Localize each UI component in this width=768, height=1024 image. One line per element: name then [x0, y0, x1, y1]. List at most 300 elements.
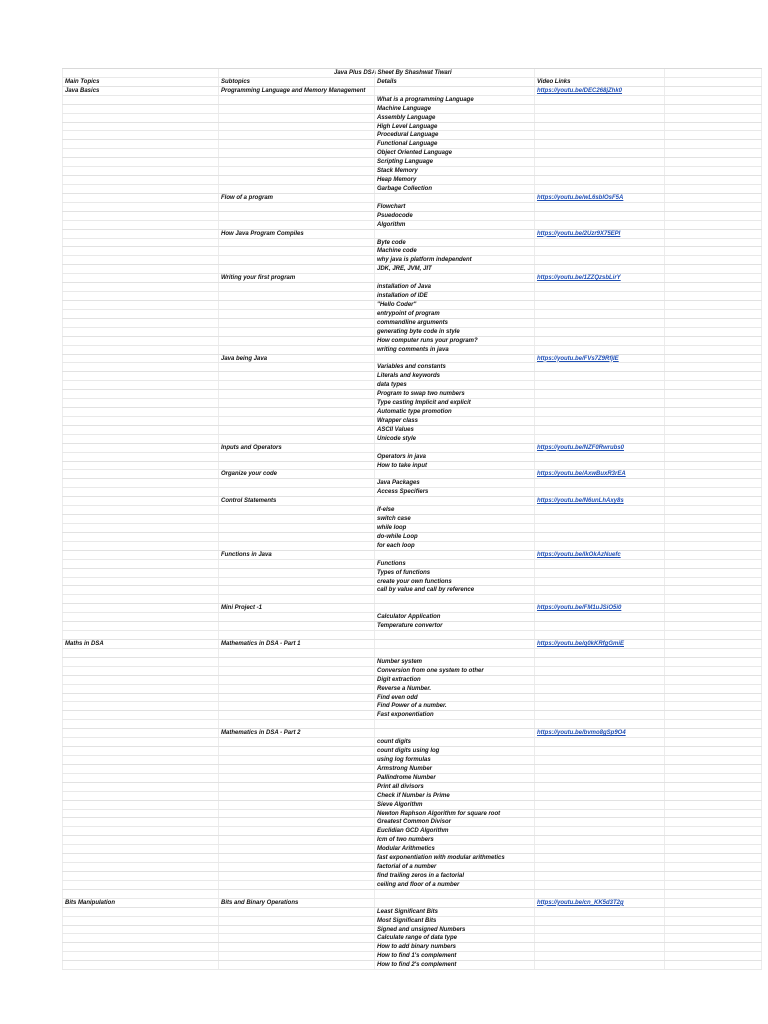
video-link: [534, 363, 664, 371]
subtopic-cell: [218, 622, 374, 630]
subtopic-cell: [218, 934, 374, 942]
empty-cell: [664, 301, 762, 309]
main-topic-cell: Bits Manipulation: [62, 899, 218, 907]
video-link: [534, 702, 664, 710]
detail-cell: writing comments in java: [374, 346, 534, 354]
empty-cell: [664, 274, 762, 282]
subtopic-cell: [218, 756, 374, 764]
table-row: [62, 792, 762, 801]
table-row: [62, 131, 762, 140]
main-topic-cell: [62, 283, 218, 291]
detail-cell: [374, 444, 534, 452]
detail-cell: create your own functions: [374, 578, 534, 586]
main-topic-cell: Java Basics: [62, 87, 218, 95]
detail-cell: Greatest Common Divisor: [374, 818, 534, 826]
empty-cell: [664, 613, 762, 621]
main-topic-cell: [62, 239, 218, 247]
subtopic-cell: Inputs and Operators: [218, 444, 374, 452]
subtopic-cell: Mathematics in DSA - Part 1: [218, 640, 374, 648]
main-topic-cell: [62, 426, 218, 434]
table-row: [62, 756, 762, 765]
subtopic-cell: [218, 256, 374, 264]
detail-cell: [374, 649, 534, 657]
table-row: [62, 667, 762, 676]
detail-cell: lcm of two numbers: [374, 836, 534, 844]
video-link[interactable]: https://youtu.be/bvmo8gSp9O4: [534, 729, 664, 737]
empty-cell: [664, 310, 762, 318]
empty-cell: [664, 453, 762, 461]
table-row: [62, 444, 762, 453]
subtopic-cell: [218, 578, 374, 586]
video-link: [534, 479, 664, 487]
table-row: [62, 310, 762, 319]
subtopic-cell: Mathematics in DSA - Part 2: [218, 729, 374, 737]
subtopic-cell: Functions in Java: [218, 551, 374, 559]
table-row: [62, 676, 762, 685]
detail-cell: Euclidian GCD Algorithm: [374, 827, 534, 835]
subtopic-cell: [218, 131, 374, 139]
table-row: [62, 694, 762, 703]
video-link: [534, 827, 664, 835]
table-row: [62, 292, 762, 301]
video-link[interactable]: https://youtu.be/IkOkAzNuefc: [534, 551, 664, 559]
empty-cell: [664, 114, 762, 122]
video-link: [534, 158, 664, 166]
detail-cell: Automatic type promotion: [374, 408, 534, 416]
empty-cell: [664, 506, 762, 514]
subtopic-cell: [218, 363, 374, 371]
subtopic-cell: [218, 836, 374, 844]
empty-cell: [664, 586, 762, 594]
table-row: [62, 283, 762, 292]
empty-cell: [664, 934, 762, 942]
subtopic-cell: [218, 319, 374, 327]
main-topic-cell: [62, 961, 218, 969]
main-topic-cell: [62, 381, 218, 389]
video-link: [534, 176, 664, 184]
empty-cell: [664, 926, 762, 934]
empty-cell: [664, 131, 762, 139]
empty-cell: [664, 87, 762, 95]
detail-cell: Fast exponentiation: [374, 711, 534, 719]
subtopic-cell: [218, 810, 374, 818]
video-link: [534, 239, 664, 247]
video-link: [534, 738, 664, 746]
main-topic-cell: [62, 346, 218, 354]
empty-cell: [664, 346, 762, 354]
video-link: [534, 542, 664, 550]
table-row: [62, 381, 762, 390]
empty-cell: [664, 408, 762, 416]
video-link: [534, 372, 664, 380]
table-row: [62, 408, 762, 417]
empty-cell: [664, 524, 762, 532]
subtopic-cell: [218, 524, 374, 532]
empty-cell: [664, 810, 762, 818]
video-link: [534, 310, 664, 318]
empty-cell: [664, 515, 762, 523]
video-link[interactable]: https://youtu.be/NZF0Rwrubs0: [534, 444, 664, 452]
subtopic-cell: [218, 765, 374, 773]
detail-cell: Sieve Algorithm: [374, 801, 534, 809]
subtopic-cell: [218, 149, 374, 157]
main-topic-cell: [62, 319, 218, 327]
detail-cell: Temperature convertor: [374, 622, 534, 630]
detail-cell: Armstrong Number: [374, 765, 534, 773]
empty-cell: [664, 604, 762, 612]
subtopic-cell: [218, 310, 374, 318]
subtopic-cell: Programming Language and Memory Management: [218, 87, 374, 95]
main-topic-cell: [62, 247, 218, 255]
detail-cell: [374, 194, 534, 202]
main-topic-cell: [62, 265, 218, 273]
main-topic-cell: [62, 881, 218, 889]
empty-cell: [664, 569, 762, 577]
subtopic-cell: [218, 586, 374, 594]
table-row: [62, 890, 762, 899]
table-row: [62, 586, 762, 595]
video-link: [534, 801, 664, 809]
detail-cell: Unicode style: [374, 435, 534, 443]
subtopic-cell: [218, 952, 374, 960]
detail-cell: Program to swap two numbers: [374, 390, 534, 398]
subtopic-cell: [218, 140, 374, 148]
video-link: [534, 533, 664, 541]
main-topic-cell: [62, 167, 218, 175]
subtopic-cell: [218, 381, 374, 389]
subtopic-cell: [218, 542, 374, 550]
main-topic-cell: [62, 131, 218, 139]
header-video-links: Video Links: [534, 78, 664, 86]
detail-cell: if-else: [374, 506, 534, 514]
video-link[interactable]: https://youtu.be/FVs7Z9RfjIE: [534, 355, 664, 363]
table-row: [62, 87, 762, 96]
main-topic-cell: [62, 506, 218, 514]
main-topic-cell: [62, 702, 218, 710]
subtopic-cell: [218, 943, 374, 951]
main-topic-cell: [62, 114, 218, 122]
subtopic-cell: [218, 595, 374, 603]
video-link[interactable]: https://youtu.be/AxwBuxR3rEA: [534, 470, 664, 478]
detail-cell: Signed and unsigned Numbers: [374, 926, 534, 934]
subtopic-cell: [218, 337, 374, 345]
detail-cell: [374, 720, 534, 728]
empty-cell: [664, 283, 762, 291]
video-link: [534, 845, 664, 853]
table-row: [62, 578, 762, 587]
video-link[interactable]: https://youtu.be/2Uzr9X75EPI: [534, 230, 664, 238]
main-topic-cell: [62, 399, 218, 407]
detail-cell: data types: [374, 381, 534, 389]
main-topic-cell: [62, 765, 218, 773]
empty-cell: [664, 801, 762, 809]
detail-cell: do-while Loop: [374, 533, 534, 541]
subtopic-cell: [218, 917, 374, 925]
main-topic-cell: [62, 667, 218, 675]
table-row: [62, 881, 762, 890]
table-row: [62, 524, 762, 533]
main-topic-cell: [62, 622, 218, 630]
detail-cell: Calculate range of data type: [374, 934, 534, 942]
table-row: [62, 123, 762, 132]
main-topic-cell: [62, 694, 218, 702]
video-link[interactable]: https://youtu.be/N6unLhAxy8s: [534, 497, 664, 505]
empty-cell: [664, 792, 762, 800]
detail-cell: JDK, JRE, JVM, JIT: [374, 265, 534, 273]
main-topic-cell: [62, 578, 218, 586]
table-row: [62, 203, 762, 212]
video-link: [534, 667, 664, 675]
table-row: [62, 926, 762, 935]
detail-cell: Garbage Collection: [374, 185, 534, 193]
empty-cell: [664, 747, 762, 755]
video-link: [534, 212, 664, 220]
table-row: [62, 212, 762, 221]
table-row: [62, 783, 762, 792]
video-link[interactable]: https://youtu.be/wL6sblOsF5A: [534, 194, 664, 202]
video-link: [534, 756, 664, 764]
empty-cell: [664, 435, 762, 443]
detail-cell: Object Oriented Language: [374, 149, 534, 157]
subtopic-cell: [218, 676, 374, 684]
table-row: [62, 801, 762, 810]
video-link: [534, 818, 664, 826]
table-row: [62, 230, 762, 239]
detail-cell: installation of IDE: [374, 292, 534, 300]
table-row: [62, 239, 762, 248]
video-link: [534, 265, 664, 273]
subtopic-cell: [218, 872, 374, 880]
empty-cell: [664, 560, 762, 568]
table-row: [62, 497, 762, 506]
video-link[interactable]: https://youtu.be/FM1uJSiO5i0: [534, 604, 664, 612]
table-row: [62, 167, 762, 176]
main-topic-cell: [62, 818, 218, 826]
video-link: [534, 872, 664, 880]
video-link: [534, 283, 664, 291]
detail-cell: Heap Memory: [374, 176, 534, 184]
detail-cell: Least Significant Bits: [374, 908, 534, 916]
subtopic-cell: [218, 658, 374, 666]
empty-cell: [664, 355, 762, 363]
empty-cell: [664, 221, 762, 229]
detail-cell: Functions: [374, 560, 534, 568]
table-row: [62, 854, 762, 863]
detail-cell: Assembly Language: [374, 114, 534, 122]
empty-cell: [664, 694, 762, 702]
subtopic-cell: [218, 631, 374, 639]
video-link: [534, 578, 664, 586]
video-link: [534, 506, 664, 514]
subtopic-cell: [218, 961, 374, 969]
empty-cell: [664, 738, 762, 746]
video-link: [534, 123, 664, 131]
subtopic-cell: [218, 239, 374, 247]
video-link: [534, 711, 664, 719]
main-topic-cell: [62, 149, 218, 157]
main-topic-cell: [62, 595, 218, 603]
main-topic-cell: [62, 194, 218, 202]
empty-cell: [664, 711, 762, 719]
empty-cell: [664, 729, 762, 737]
detail-cell: Find even odd: [374, 694, 534, 702]
main-topic-cell: [62, 685, 218, 693]
main-topic-cell: [62, 542, 218, 550]
subtopic-cell: [218, 203, 374, 211]
main-topic-cell: [62, 533, 218, 541]
subtopic-cell: Organize your code: [218, 470, 374, 478]
subtopic-cell: [218, 435, 374, 443]
video-link: [534, 890, 664, 898]
video-link: [534, 256, 664, 264]
empty-cell: [664, 845, 762, 853]
video-link: [534, 105, 664, 113]
detail-cell: Types of functions: [374, 569, 534, 577]
table-row: [62, 176, 762, 185]
empty-cell: [664, 426, 762, 434]
subtopic-cell: [218, 774, 374, 782]
detail-cell: ASCII Values: [374, 426, 534, 434]
main-topic-cell: [62, 845, 218, 853]
main-topic-cell: [62, 676, 218, 684]
detail-cell: Modular Arithmetics: [374, 845, 534, 853]
header-main-topics: Main Topics: [62, 78, 218, 86]
detail-cell: [374, 631, 534, 639]
empty-cell: [664, 265, 762, 273]
detail-cell: High Level Language: [374, 123, 534, 131]
video-link: [534, 167, 664, 175]
video-link: [534, 96, 664, 104]
header-subtopics: Subtopics: [218, 78, 374, 86]
video-link: [534, 328, 664, 336]
main-topic-cell: [62, 926, 218, 934]
main-topic-cell: [62, 524, 218, 532]
empty-cell: [664, 952, 762, 960]
empty-cell: [664, 551, 762, 559]
main-topic-cell: [62, 613, 218, 621]
video-link[interactable]: https://youtu.be/1ZZQzsbLirY: [534, 274, 664, 282]
table-row: [62, 194, 762, 203]
empty-cell: [664, 140, 762, 148]
video-link: [534, 952, 664, 960]
subtopic-cell: [218, 827, 374, 835]
main-topic-cell: [62, 390, 218, 398]
table-row: [62, 622, 762, 631]
main-topic-cell: [62, 301, 218, 309]
empty-cell: [664, 328, 762, 336]
table-row: [62, 390, 762, 399]
table-row: [62, 488, 762, 497]
video-link: [534, 462, 664, 470]
table-row: [62, 836, 762, 845]
video-link[interactable]: https://youtu.be/cn_KK5d3T2g: [534, 899, 664, 907]
empty-cell: [664, 390, 762, 398]
video-link: [534, 720, 664, 728]
video-link: [534, 524, 664, 532]
video-link: [534, 114, 664, 122]
subtopic-cell: [218, 694, 374, 702]
video-link[interactable]: https://youtu.be/q0kKRfgGmiE: [534, 640, 664, 648]
detail-cell: How to add binary numbers: [374, 943, 534, 951]
table-row: [62, 604, 762, 613]
main-topic-cell: [62, 854, 218, 862]
header-row: [62, 78, 762, 87]
empty-cell: [664, 667, 762, 675]
detail-cell: [374, 640, 534, 648]
video-link: [534, 917, 664, 925]
empty-cell: [664, 872, 762, 880]
subtopic-cell: [218, 845, 374, 853]
main-topic-cell: [62, 515, 218, 523]
table-row: [62, 533, 762, 542]
video-link: [534, 417, 664, 425]
main-topic-cell: [62, 810, 218, 818]
table-row: [62, 774, 762, 783]
subtopic-cell: [218, 854, 374, 862]
table-row: [62, 613, 762, 622]
subtopic-cell: [218, 801, 374, 809]
table-row: [62, 221, 762, 230]
main-topic-cell: [62, 774, 218, 782]
empty-cell: [664, 595, 762, 603]
detail-cell: Reverse a Number.: [374, 685, 534, 693]
main-topic-cell: [62, 560, 218, 568]
table-row: [62, 417, 762, 426]
table-body: [62, 87, 762, 970]
subtopic-cell: [218, 720, 374, 728]
detail-cell: Number system: [374, 658, 534, 666]
empty-cell: [664, 176, 762, 184]
empty-cell: [664, 783, 762, 791]
detail-cell: count digits using log: [374, 747, 534, 755]
detail-cell: generating byte code in style: [374, 328, 534, 336]
table-row: [62, 346, 762, 355]
detail-cell: ceiling and floor of a number: [374, 881, 534, 889]
table-row: [62, 720, 762, 729]
main-topic-cell: [62, 435, 218, 443]
empty-cell: [664, 194, 762, 202]
table-row: [62, 479, 762, 488]
subtopic-cell: [218, 328, 374, 336]
subtopic-cell: [218, 747, 374, 755]
detail-cell: Pallindrome Number: [374, 774, 534, 782]
detail-cell: [374, 729, 534, 737]
table-row: [62, 702, 762, 711]
video-link: [534, 435, 664, 443]
table-row: [62, 818, 762, 827]
table-row: [62, 961, 762, 970]
video-link: [534, 934, 664, 942]
table-row: [62, 934, 762, 943]
video-link: [534, 149, 664, 157]
table-row: [62, 470, 762, 479]
empty-cell: [664, 640, 762, 648]
subtopic-cell: Mini Project -1: [218, 604, 374, 612]
subtopic-cell: [218, 613, 374, 621]
empty-cell: [664, 756, 762, 764]
subtopic-cell: [218, 792, 374, 800]
detail-cell: Procedural Language: [374, 131, 534, 139]
detail-cell: Literals and keywords: [374, 372, 534, 380]
video-link[interactable]: https://youtu.be/DEC268jZhk0: [534, 87, 664, 95]
detail-cell: Machine Language: [374, 105, 534, 113]
table-row: [62, 399, 762, 408]
empty-cell: [664, 774, 762, 782]
empty-cell: [664, 631, 762, 639]
main-topic-cell: [62, 185, 218, 193]
subtopic-cell: [218, 292, 374, 300]
main-topic-cell: [62, 140, 218, 148]
